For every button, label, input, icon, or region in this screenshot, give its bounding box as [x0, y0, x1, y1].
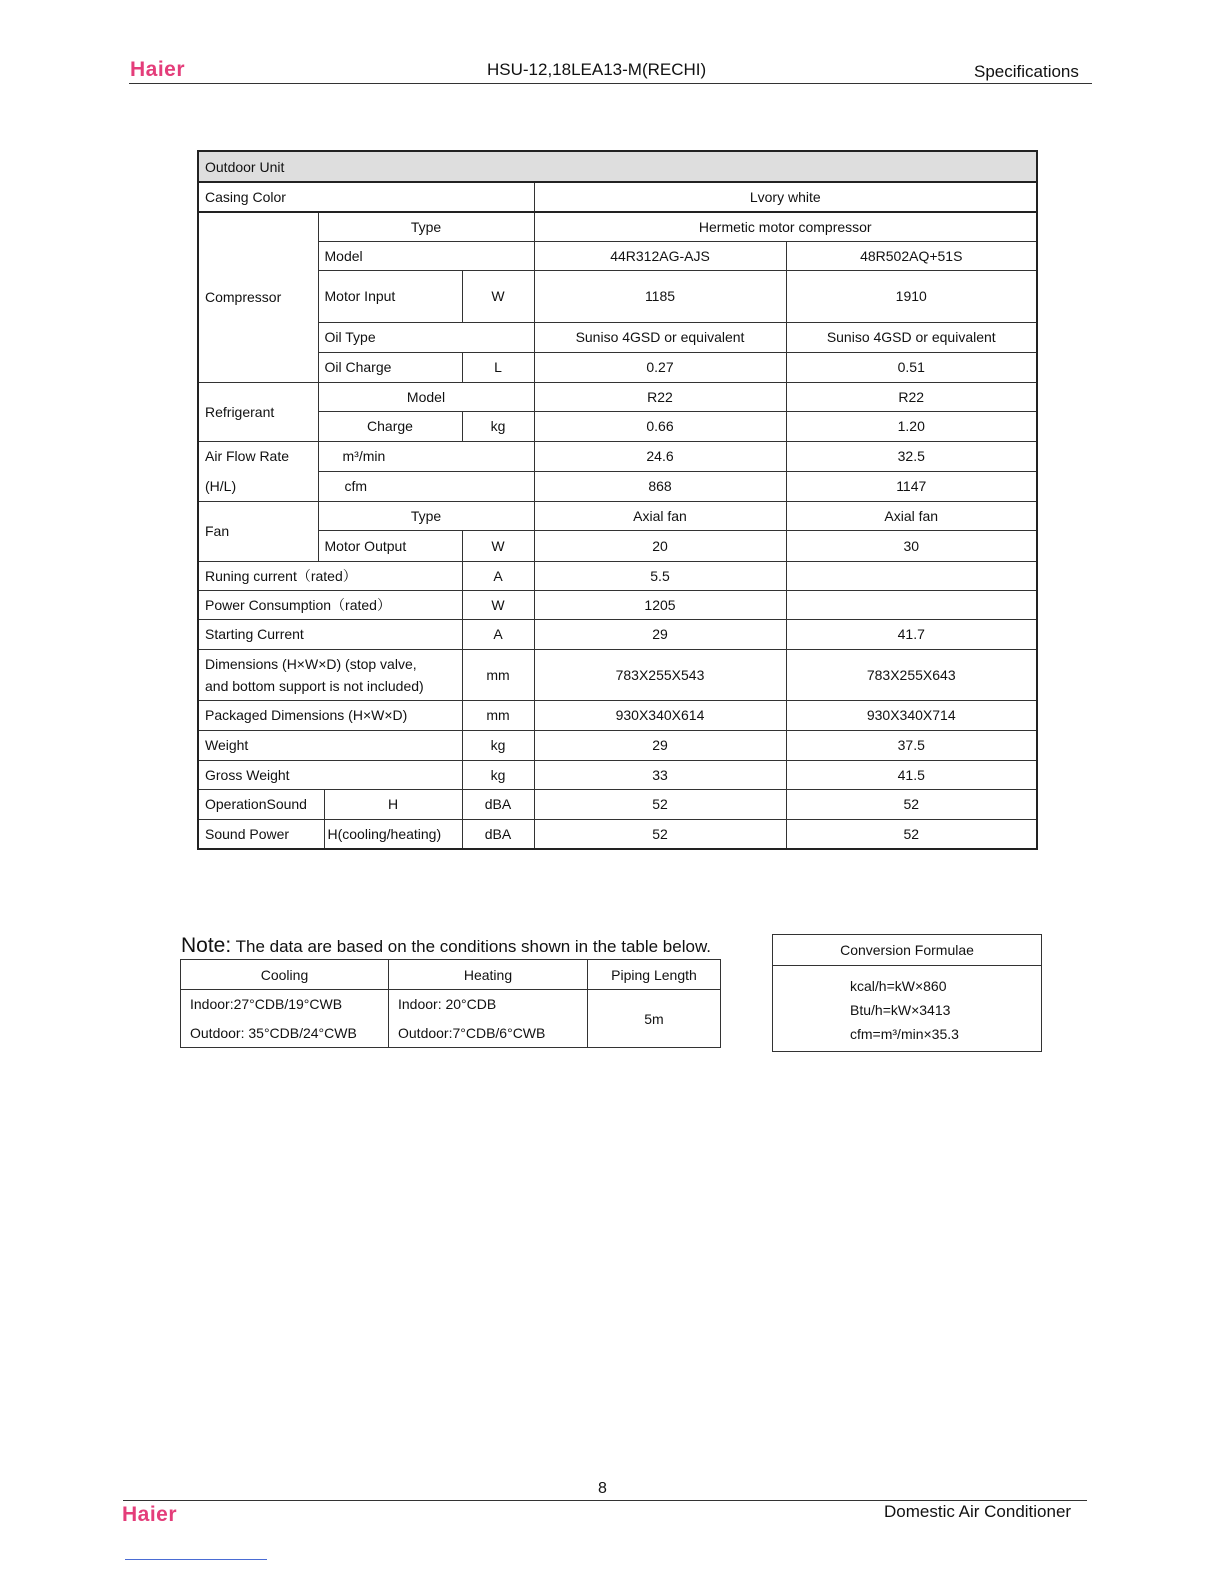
cell-value: 48R502AQ+51S [786, 241, 1037, 270]
cell-value: 783X255X643 [786, 649, 1037, 700]
row-label: Fan [198, 501, 318, 561]
cell-value: 868 [534, 471, 786, 501]
cell-unit: A [462, 561, 534, 590]
sub-label: Model [318, 241, 534, 270]
cell-value: 0.51 [786, 352, 1037, 382]
row-label-line: and bottom support is not included) [205, 677, 424, 694]
sub-label: Motor Input [318, 270, 462, 322]
table-row [198, 561, 1037, 590]
cell-value: Indoor:27°CDB/19°CWB [181, 990, 389, 1019]
cell-unit: dBA [462, 819, 534, 849]
footer-title: Domestic Air Conditioner [884, 1502, 1072, 1521]
table-row [198, 411, 1037, 441]
sub-label: Type [318, 501, 534, 530]
sub-label: Motor Output [318, 530, 462, 561]
note-heading [181, 934, 711, 958]
header-logo: Haier [130, 58, 186, 81]
cell-value: 1910 [786, 270, 1037, 322]
row-label: Sound Power [198, 819, 324, 849]
table-row [198, 352, 1037, 382]
cell-value: R22 [534, 382, 786, 411]
row-label: Casing Color [198, 182, 534, 212]
table-header-row [181, 960, 721, 990]
cell-unit: kg [462, 760, 534, 789]
table-row [198, 471, 1037, 501]
cell-value: Axial fan [786, 501, 1037, 530]
table-row [198, 619, 1037, 649]
row-label [198, 649, 462, 700]
table-row [198, 649, 1037, 700]
table-row [198, 382, 1037, 411]
table-row [198, 441, 1037, 471]
cell-value: 930X340X614 [534, 700, 786, 730]
header-section-title: Specifications [974, 62, 1079, 81]
cell-value: 29 [534, 730, 786, 760]
sub-label: Charge [318, 411, 462, 441]
cell-value: Lvory white [534, 182, 1037, 212]
cell-unit: dBA [462, 789, 534, 819]
conversion-formulae-box [772, 934, 1042, 1052]
cell-value: 930X340X714 [786, 700, 1037, 730]
row-label: OperationSound [198, 789, 324, 819]
row-label: Packaged Dimensions (H×W×D) [198, 700, 462, 730]
note-text: The data are based on the conditions shown in the table below. [231, 937, 712, 956]
cell-value: 52 [786, 789, 1037, 819]
cell-value: 5m [588, 990, 721, 1048]
cell-value: 41.7 [786, 619, 1037, 649]
row-label: Power Consumption（rated） [198, 590, 462, 619]
cell-value: Outdoor:7°CDB/6°CWB [389, 1019, 588, 1048]
conversion-formula: cfm=m³/min×35.3 [850, 1026, 959, 1042]
cell-value: 24.6 [534, 441, 786, 471]
table-row [198, 270, 1037, 322]
cell-value: 783X255X543 [534, 649, 786, 700]
cell-value: Suniso 4GSD or equivalent [786, 322, 1037, 352]
column-header: Heating [389, 960, 588, 990]
note-prefix: Note: [181, 934, 232, 957]
cell-value: Indoor: 20°CDB [389, 990, 588, 1019]
page-number: 8 [598, 1480, 607, 1497]
header-divider [129, 83, 1092, 84]
cell-value: R22 [786, 382, 1037, 411]
cell-value: 52 [786, 819, 1037, 849]
cell-value: 52 [534, 789, 786, 819]
cell-unit: mm [462, 649, 534, 700]
cell-value: 0.66 [534, 411, 786, 441]
table-title-row [198, 151, 1037, 182]
table-row [198, 241, 1037, 270]
table-row [198, 212, 1037, 241]
cell-value: Axial fan [534, 501, 786, 530]
table-row [198, 819, 1037, 849]
footer-underline [125, 1559, 267, 1560]
conversion-title: Conversion Formulae [773, 935, 1041, 966]
cell-value: 37.5 [786, 730, 1037, 760]
cell-value: Hermetic motor compressor [534, 212, 1037, 241]
table-row [198, 789, 1037, 819]
sub-label: Oil Charge [318, 352, 462, 382]
cell-value: 1147 [786, 471, 1037, 501]
cell-value: 44R312AG-AJS [534, 241, 786, 270]
row-label: Refrigerant [198, 382, 318, 441]
cell-value: 33 [534, 760, 786, 789]
cell-value [786, 561, 1037, 590]
cell-unit: m³/min [318, 441, 534, 471]
sub-label: Type [318, 212, 534, 241]
conversion-formula: kcal/h=kW×860 [850, 978, 947, 994]
cell-unit: kg [462, 411, 534, 441]
row-label: Air Flow Rate [198, 441, 318, 471]
footer-logo: Haier [122, 1503, 178, 1526]
cell-value: 29 [534, 619, 786, 649]
cell-value: 1185 [534, 270, 786, 322]
cell-unit: cfm [318, 471, 534, 501]
conversion-formula: Btu/h=kW×3413 [850, 1002, 951, 1018]
cell-value: 1.20 [786, 411, 1037, 441]
cell-unit: W [462, 590, 534, 619]
test-conditions-table [180, 959, 721, 1048]
cell-unit: mm [462, 700, 534, 730]
cell-unit: L [462, 352, 534, 382]
cell-value: 5.5 [534, 561, 786, 590]
outdoor-unit-spec-table [197, 150, 1038, 850]
row-label: Starting Current [198, 619, 462, 649]
row-label: Runing current（rated） [198, 561, 462, 590]
sub-label: Model [318, 382, 534, 411]
column-header: Cooling [181, 960, 389, 990]
sub-label: H(cooling/heating) [324, 819, 462, 849]
header-model-title: HSU-12,18LEA13-M(RECHI) [487, 60, 707, 79]
cell-unit: kg [462, 730, 534, 760]
row-label-line: Dimensions (H×W×D) (stop valve, [205, 655, 417, 672]
cell-value: Outdoor: 35°CDB/24°CWB [181, 1019, 389, 1048]
cell-value: 30 [786, 530, 1037, 561]
cell-value: 41.5 [786, 760, 1037, 789]
cell-value: Suniso 4GSD or equivalent [534, 322, 786, 352]
sub-label: H [324, 789, 462, 819]
table-row [198, 700, 1037, 730]
table-row [198, 501, 1037, 530]
row-label: Weight [198, 730, 462, 760]
cell-value: 1205 [534, 590, 786, 619]
cell-unit: A [462, 619, 534, 649]
table-row [198, 730, 1037, 760]
table-row [198, 182, 1037, 212]
table-row [198, 530, 1037, 561]
cell-unit: W [462, 270, 534, 322]
row-label: Gross Weight [198, 760, 462, 789]
table-row [198, 760, 1037, 789]
sub-label: Oil Type [318, 322, 534, 352]
row-label: Compressor [198, 212, 318, 382]
table-title: Outdoor Unit [198, 151, 1037, 182]
cell-value: 32.5 [786, 441, 1037, 471]
table-row [198, 590, 1037, 619]
column-header: Piping Length [588, 960, 721, 990]
cell-unit: W [462, 530, 534, 561]
row-label: (H/L) [198, 471, 318, 501]
cell-value: 20 [534, 530, 786, 561]
cell-value [786, 590, 1037, 619]
cell-value: 0.27 [534, 352, 786, 382]
footer-divider [123, 1500, 1087, 1501]
table-row [181, 990, 721, 1019]
table-row [198, 322, 1037, 352]
cell-value: 52 [534, 819, 786, 849]
